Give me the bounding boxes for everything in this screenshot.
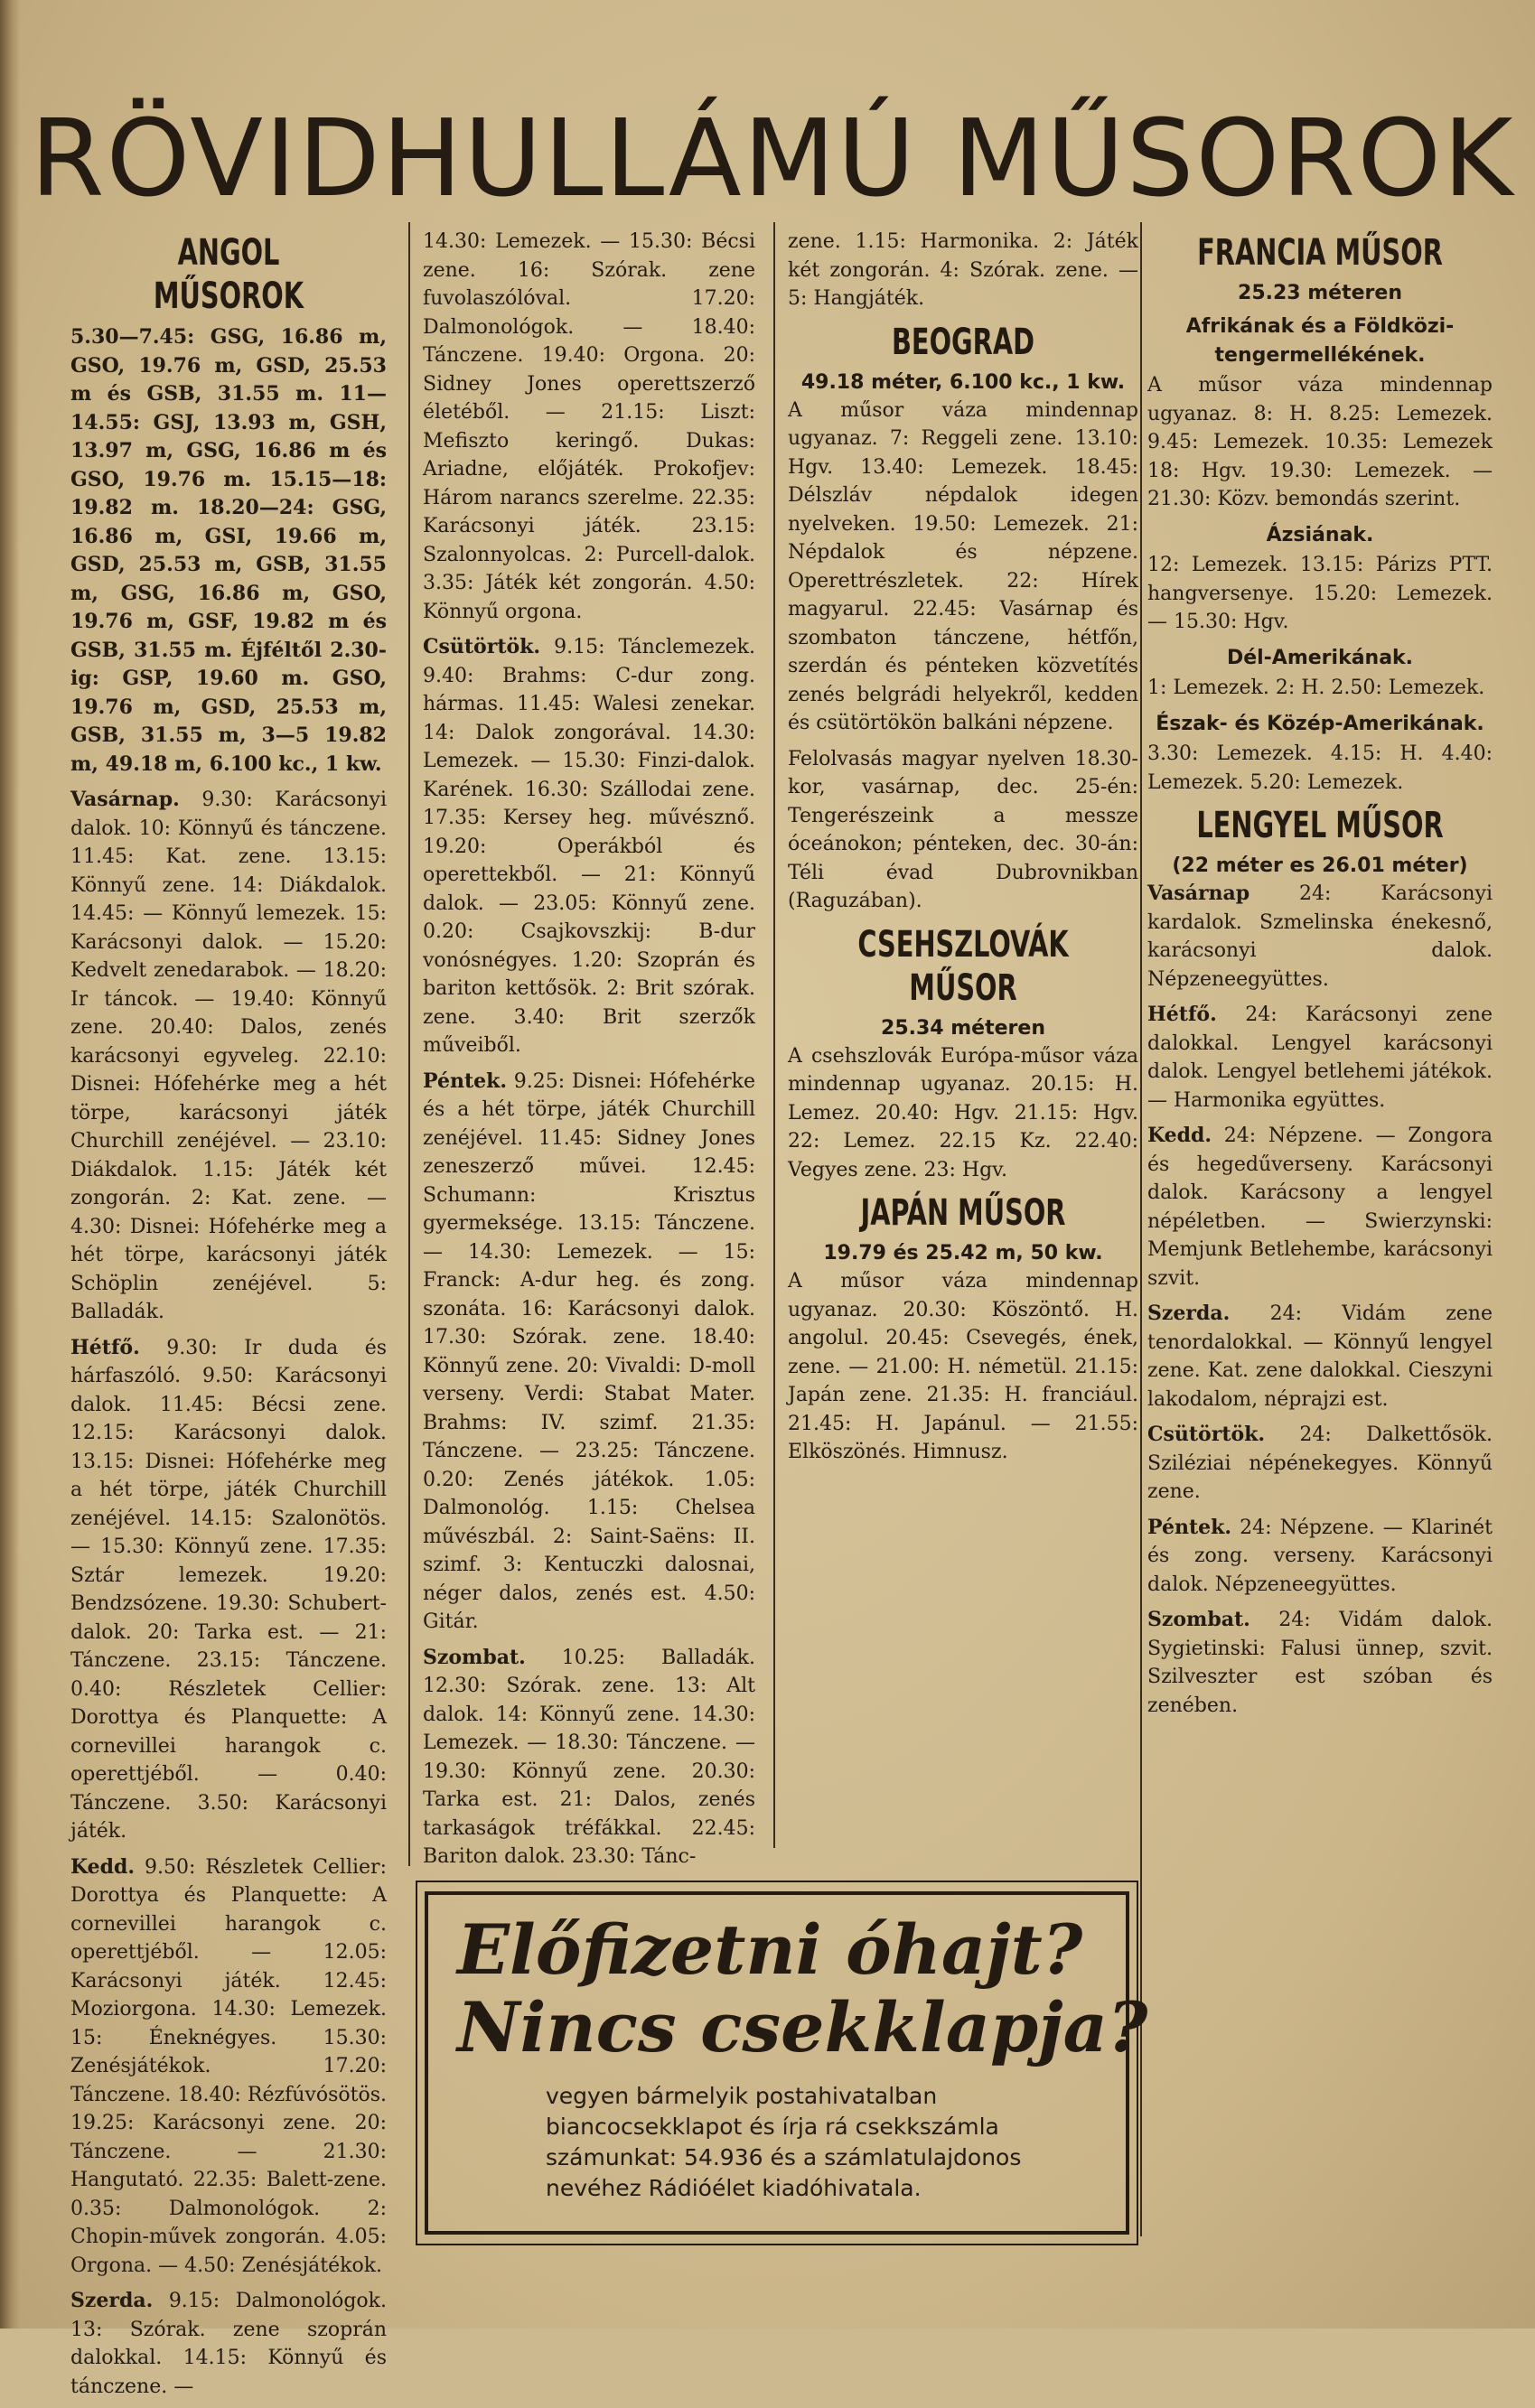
schedule-day	[1147, 1001, 1493, 1115]
page-title: RÖVIDHULLÁMÚ MŰSOROK	[30, 96, 1515, 220]
schedule-day	[1147, 880, 1493, 994]
day-label: Szombat.	[423, 1645, 526, 1669]
section-heading-angol: ANGOL MŰSOROK	[153, 232, 304, 317]
ad-body-text: vegyen bármelyik postahivatalban biancocsekklapot és írja rá csekkszámla számunkat: 54.936 és a számlatulajdonos nevéhez Rádióélet kiadóhivatala.	[546, 2083, 1022, 2201]
subscription-advertisement	[425, 1891, 1148, 2235]
section-subheading: (22 méter es 26.01 méter)	[1172, 854, 1468, 877]
column-rule	[1140, 222, 1142, 2236]
column-english	[70, 228, 387, 2408]
section-heading-japan: JAPÁN MŰSOR	[860, 1192, 1066, 1234]
section-heading-lengyel: LENGYEL MŰSOR	[1196, 805, 1444, 846]
ad-headline-2: Nincs csekklapja?	[457, 1987, 1148, 2067]
section-heading-cseh: CSEHSZLOVÁK MŰSOR	[857, 923, 1069, 1009]
section-text: A műsor váza mindennap ugyanaz. 7: Reggeli zene. 13.10: Hgv. 13.40: Lemezek. 18.45: Délszláv népdalok idegen nyelveken. 19.50: Lemezek. 21: Népdalok és népzene. Operettrészletek. 22: Hírek magyarul. 22.45: Vasárnap és szombaton tánczene, hétfőn, szerdán és pénteken közvetítés zenés belgrádi helyekről, kedden és csütörtökön balkáni népzene.	[788, 398, 1138, 734]
day-program: 24: Dalkettősök. Sziléziai népénekegyes. Könnyű zene.	[1147, 1423, 1493, 1503]
column-francia-lengyel	[1147, 228, 1493, 1727]
schedule-continuation: 14.30: Lemezek. — 15.30: Bécsi zene. 16: Szórak. zene fuvolaszólóval. 17.20: Dalmonológok. — 18.40: Tánczene. 19.40: Orgona. 20: Sidney Jones operettszerző életéből. — 21.15: Liszt: Mefiszto keringő. Dukas: Ariadne, előjáték. Prokofjev: Három narancs szerelme. 22.35: Karácsonyi játék. 23.15: Szalonnyolcas. 2: Purcell-dalok. 3.35: Játék két zongorán. 4.50: Könnyű orgona.	[423, 230, 755, 623]
section-subheading: 25.23 méteren	[1238, 282, 1402, 304]
day-program: 24: Vidám zene tenordalokkal. — Könnyű lengyel zene. Kat. zene dalokkal. Cieszyni lakodalom, néprajzi est.	[1147, 1302, 1493, 1411]
ad-headline-1: Előfizetni óhajt?	[457, 1909, 1083, 1990]
day-program: 10.25: Balladák. 12.30: Szórak. zene. 13: Alt dalok. 14: Könnyű zene. 14.30: Lemezek. — 18.30: Tánczene. — 19.30: Könnyű zene. 20.30: Tarka est. 21: Dalos, zenés tarkaságok tréfákkal. 22.45: Bariton dalok. 23.30: Tánc-	[423, 1646, 755, 1868]
day-label: Hétfő.	[1147, 1003, 1217, 1026]
day-program: 9.30: Ir duda és hárfaszóló. 9.50: Karácsonyi dalok. 11.45: Bécsi zene. 12.15: Karácsonyi dalok. 13.15: Disnei: Hófehérke meg a hét törpe, játék Churchill zenéjével. 14.15: Szalonötös. — 15.30: Könnyű zene. 17.35: Sztár lemezek. 19.20: Bendzsózene. 19.30: Schubert-dalok. 20: Tarka est. — 21: Tánczene. 23.15: Tánczene. 0.40: Részletek Cellier: Dorottya és Planquette: A cornevillei harangok c. operettjéből. — 0.40: Tánczene. 3.50: Karácsonyi játék.	[70, 1336, 388, 1843]
section-text: A műsor váza mindennap ugyanaz. 20.30: Köszöntő. H. angolul. 20.45: Csevegés, ének, zene. — 21.00: H. németül. 21.15: Japán zene. 21.35: H. franciául. 21.45: H. Japánul. — 21.55: Elköszönés. Himnusz.	[788, 1270, 1138, 1463]
region-heading: Dél-Amerikának.	[1226, 646, 1414, 669]
schedule-day	[423, 1644, 755, 1871]
day-program: 9.15: Tánclemezek. 9.40: Brahms: C-dur zong. hármas. 11.45: Walesi zenekar. 14: Dalok zongorával. 14.30: Lemezek. — 15.30: Finzi-dalok. Karének. 16.30: Szállodai zene. 17.35: Kersey heg. művésznő. 19.20: Operákból és operettekből. — 21: Könnyű dalok. — 23.05: Könnyű zene. 0.20: Csajkovszkij: B-dur vonósnégyes. 1.20: Szoprán és bariton kettősök. 2: Brit szórak. zene. 3.40: Brit szerzők műveiből.	[423, 636, 755, 1057]
region-heading: Afrikának és a Földközi-tengermellékének.	[1185, 315, 1455, 367]
day-program: 24: Népzene. — Klarinét és zong. verseny. Karácsonyi dalok. Népzeneegyüttes.	[1147, 1516, 1493, 1596]
day-label: Péntek.	[1147, 1515, 1232, 1539]
schedule-day	[1147, 1514, 1493, 1600]
section-text: 3.30: Lemezek. 4.15: H. 4.40: Lemezek. 5.20: Lemezek.	[1147, 742, 1493, 794]
day-label: Csütörtök.	[423, 635, 541, 658]
schedule-day	[1147, 1421, 1493, 1507]
page-binding-edge	[0, 0, 20, 2329]
schedule-day	[70, 786, 387, 1327]
section-subheading: 19.79 és 25.42 m, 50 kw.	[823, 1242, 1103, 1265]
column-rule	[773, 222, 775, 1848]
schedule-day	[1147, 1606, 1493, 1720]
day-label: Vasárnap	[1147, 882, 1250, 905]
day-label: Kedd.	[70, 1854, 136, 1879]
section-text: A műsor váza mindennap ugyanaz. 8: H. 8.25: Lemezek. 9.45: Lemezek. 10.35: Lemezek 18: Hgv. 19.30: Lemezek. — 21.30: Közv. bemondás szerint.	[1147, 374, 1493, 510]
section-subheading: 25.34 méteren	[881, 1016, 1045, 1040]
day-label: Szerda.	[1147, 1302, 1231, 1325]
day-label: Hétfő.	[70, 1335, 140, 1359]
section-text: A csehszlovák Európa-műsor váza mindennap ugyanaz. 20.15: H. Lemez. 20.40: Hgv. 21.15: Hgv. 22: Lemez. 22.15 Kz. 22.40: Vegyes zene. 23: Hgv.	[788, 1044, 1138, 1181]
day-program: 24: Karácsonyi kardalok. Szmelinska énekesnő, karácsonyi dalok. Népzeneegyüttes.	[1147, 882, 1493, 991]
frequency-list: 5.30—7.45: GSG, 16.86 m, GSO, 19.76 m, GSD, 25.53 m és GSB, 31.55 m. 11—14.55: GSJ, 13.93 m, GSH, 13.97 m, GSG, 16.86 m és GSO, 19.76 m. 15.15—18: 19.82 m. 18.20—24: GSG, 16.86 m, GSI, 19.66 m, GSD, 25.53 m, GSB, 31.55 m, GSG, 16.86 m, GSO, 19.76 m, GSF, 19.82 m és GSB, 31.55 m. Éjféltől 2.30-ig: GSP, 19.60 m. GSO, 19.76 m, GSD, 25.53 m, GSB, 31.55 m, 3—5 19.82 m, 49.18 m, 6.100 kc., 1 kw.	[70, 325, 387, 776]
day-label: Péntek.	[423, 1069, 508, 1093]
day-program: 9.30: Karácsonyi dalok. 10: Könnyű és tánczene. 11.45: Kat. zene. 13.15: Könnyű zene. 14: Diákdalok. 14.45: — Könnyű lemezek. 15: Karácsonyi dalok. — 15.20: Kedvelt zenedarabok. — 18.20: Ir táncok. — 19.40: Könnyű zene. 20.40: Dalos, zenés karácsonyi egyveleg. 22.10: Disnei: Hófehérke meg a hét törpe, karácsonyi játék Churchill zenéjével. — 23.10: Diákdalok. 1.15: Játék két zongorán. 2: Kat. zene. — 4.30: Disnei: Hófehérke meg a hét törpe, karácsonyi játék Schöplin zenéjével. 5: Balladák.	[70, 789, 387, 1323]
schedule-day	[1147, 1122, 1493, 1293]
column-beograd-cseh-japan	[788, 228, 1138, 1474]
schedule-day	[423, 1068, 755, 1637]
day-label: Szombat.	[1147, 1608, 1250, 1631]
day-program: 24: Karácsonyi zene dalokkal. Lengyel karácsonyi dalok. Lengyel betlehemi játékok. — Harmonika együttes.	[1147, 1003, 1493, 1112]
section-subheading: 49.18 méter, 6.100 kc., 1 kw.	[800, 370, 1126, 394]
section-heading-beograd: BEOGRAD	[891, 321, 1035, 363]
column-english-continued	[423, 228, 755, 1879]
day-label: Csütörtök.	[1147, 1423, 1266, 1446]
schedule-day	[70, 1853, 387, 2281]
day-program: 9.15: Dalmonológok. 13: Szórak. zene szoprán dalokkal. 14.15: Könnyű és tánczene. —	[70, 2290, 387, 2398]
day-program: 24: Népzene. — Zongora és hegedűverseny. Karácsonyi dalok. Karácsony a lengyel népéletben. — Swierzynski: Memjunk Betlehembe, karácsonyi szvit.	[1147, 1125, 1493, 1290]
day-label: Szerda.	[70, 2289, 154, 2312]
section-text: 12: Lemezek. 13.15: Párizs PTT. hangversenye. 15.20: Lemezek. — 15.30: Hgv.	[1147, 554, 1493, 633]
section-text: Felolvasás magyar nyelven 18.30-kor, vasárnap, dec. 25-én: Tengerészeink a messze óceánokon; pénteken, dec. 30-án: Téli évad Dubrovnikban (Raguzában).	[788, 747, 1138, 912]
day-program: 9.25: Disnei: Hófehérke és a hét törpe, játék Churchill zenéjével. 11.45: Sidney Jones zeneszerző művei. 12.45: Schumann: Krisztus gyermeksége. 13.15: Tánczene. — 14.30: Lemezek. — 15: Franck: A-dur heg. és zong. szonáta. 16: Karácsonyi dalok. 17.30: Szórak. zene. 18.40: Könnyű zene. 20: Vivaldi: D-moll verseny. Verdi: Stabat Mater. Brahms: IV. szimf. 21.35: Tánczene. — 23.25: Tánczene. 0.20: Zenés játékok. 1.05: Dalmonológ. 1.15: Chelsea művészbál. 2: Saint-Saëns: II. szimf. 3: Kentuczki dalosnai, néger dalos, zenés est. 4.50: Gitár.	[423, 1069, 755, 1633]
schedule-continuation: zene. 1.15: Harmonika. 2: Játék két zongorán. 4: Szórak. zene. — 5: Hangjáték.	[788, 230, 1138, 310]
region-heading: Ázsiának.	[1266, 523, 1374, 546]
schedule-day	[423, 633, 755, 1060]
column-rule	[408, 222, 410, 1866]
region-heading: Észak- és Közép-Amerikának.	[1156, 712, 1484, 735]
section-text: 1: Lemezek. 2: H. 2.50: Lemezek.	[1147, 677, 1485, 699]
schedule-day	[1147, 1300, 1493, 1414]
schedule-day	[70, 1334, 387, 1846]
day-label: Kedd.	[1147, 1124, 1212, 1147]
day-program: 9.50: Részletek Cellier: Dorottya és Planquette: A cornevillei harangok c. operettjéből. — 12.05: Karácsonyi játék. 12.45: Moziorgona. 14.30: Lemezek. 15: Éneknégyes. 15.30: Zenésjátékok. 17.20: Tánczene. 18.40: Rézfúvósötös. 19.25: Karácsonyi zene. 20: Tánczene. — 21.30: Hangutató. 22.35: Balett-zene. 0.35: Dalmonológok. 2: Chopin-művek zongorán. 4.05: Orgona. — 4.50: Zenésjátékok.	[70, 1855, 387, 2277]
section-heading-francia: FRANCIA MŰSOR	[1197, 232, 1443, 274]
day-label: Vasárnap.	[70, 788, 180, 811]
day-program: 24: Vidám dalok. Sygietinski: Falusi ünnep, szvit. Szilveszter est szóban és zenében.	[1147, 1609, 1493, 1717]
schedule-day	[70, 2287, 387, 2401]
